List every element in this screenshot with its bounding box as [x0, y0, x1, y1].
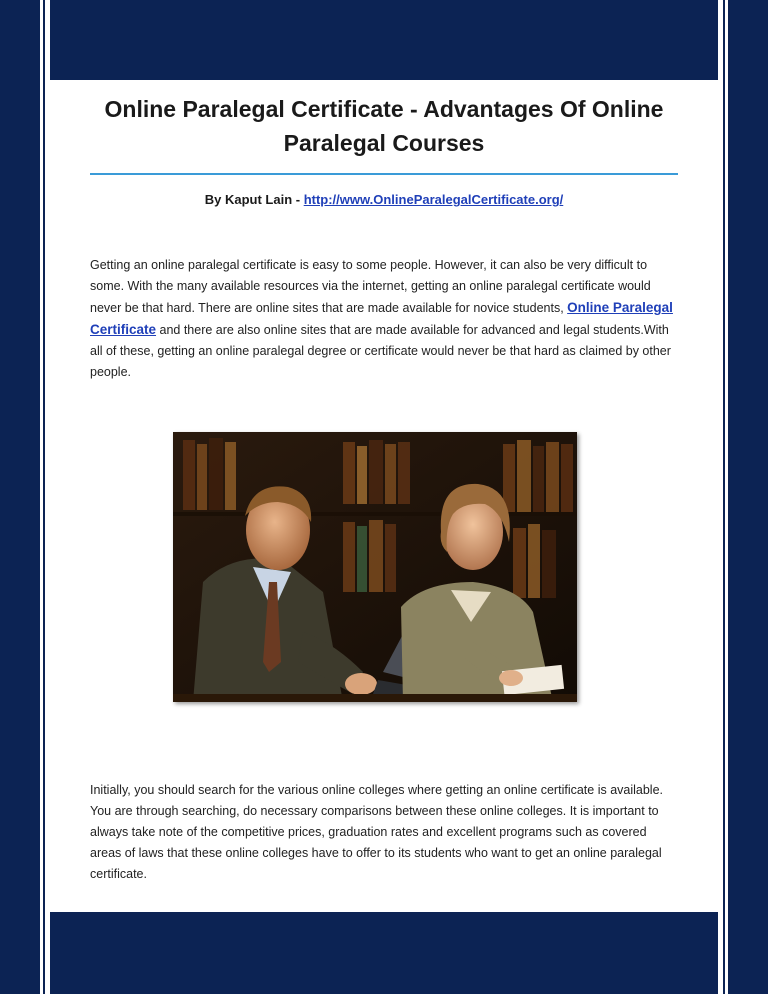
left-frame-bar: [0, 0, 40, 994]
header-band: [50, 0, 718, 80]
right-frame-line: [723, 0, 725, 994]
body-paragraph: Initially, you should search for the various online colleges where getting an online certificate is available. You are through searching, do necessary comparisons between these online colleges. It is important to always take note of the competitive prices, graduation rates and excellent programs such as covered areas of laws that these online colleges have to offer to its students who want to get an online paralegal certificate.: [90, 783, 664, 881]
byline-author: By Kaput Lain -: [204, 192, 304, 207]
byline: [90, 192, 678, 207]
page-title: Online Paralegal Certificate - Advantages Of Online Paralegal Courses: [104, 96, 664, 156]
intro-text-start: Getting an online paralegal certificate is easy to some people. However, it can also be very difficult to some. With the many available resources via the internet, getting an online paralegal certificate would never be that hard. There are online sites that are made available for novice students,: [90, 258, 651, 315]
byline-link[interactable]: http://www.OnlineParalegalCertificate.org/: [303, 192, 564, 207]
online-paralegal-certificate-link[interactable]: Online Paralegal Certificate: [90, 300, 673, 337]
article-photo: [173, 432, 577, 702]
left-frame-line: [43, 0, 45, 994]
title-divider: [90, 173, 678, 175]
right-frame-bar: [728, 0, 768, 994]
intro-text-end: and there are also online sites that are made available for advanced and legal students.With all of these, getting an online paralegal degree or certificate would never be that hard as claimed by other people.: [90, 323, 671, 379]
intro-paragraph: [90, 255, 680, 383]
footer-band: [50, 912, 718, 994]
